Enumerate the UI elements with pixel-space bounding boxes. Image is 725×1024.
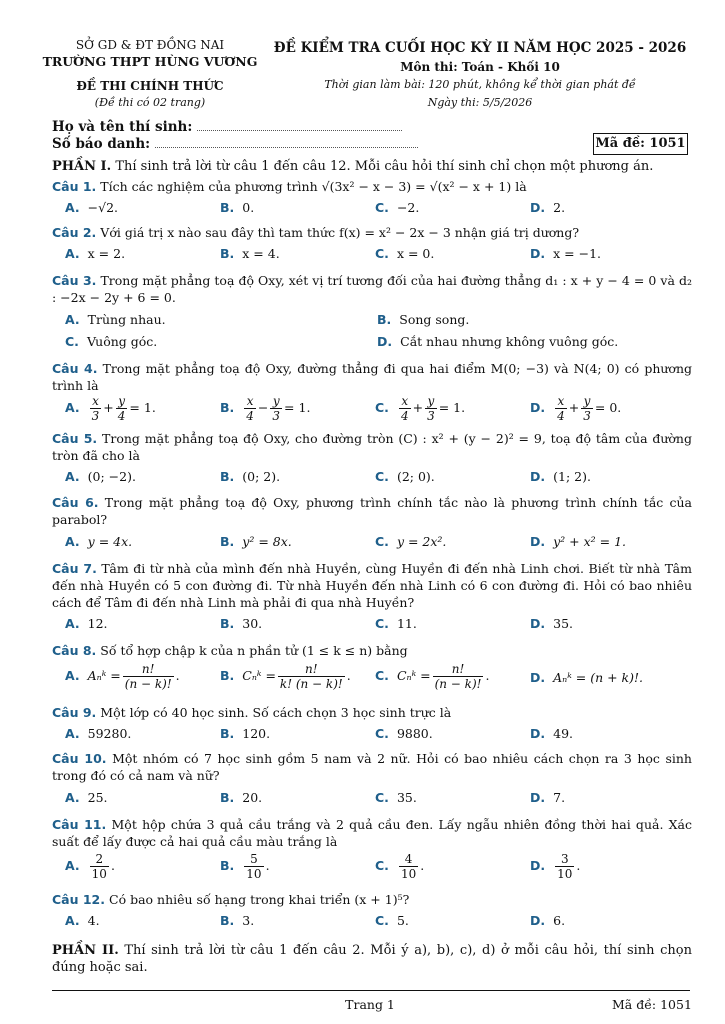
q10-option-b[interactable]: B. 20. [220,790,263,805]
question-1 [52,178,692,195]
question-label: Câu 8. [52,643,97,658]
q5-option-b[interactable]: B. (0; 2). [220,469,281,484]
q11-option-b[interactable]: B. $\frac{5}{10}$ . [220,852,270,881]
question-2 [52,224,692,241]
q11-option-d[interactable]: D. $\frac{3}{10}$ . [530,852,581,881]
school-name: TRƯỜNG THPT HÙNG VƯƠNG [42,54,258,69]
part1-heading [52,158,692,175]
department: SỞ GD & ĐT ĐỒNG NAI [75,38,225,52]
q6-option-a[interactable]: A. y = 4x. [65,534,133,549]
q8-option-c[interactable]: C. Cₙᵏ = $\frac{n!}{(n - k)!}$ . [375,662,490,691]
q6-option-c[interactable]: C. y = 2x². [375,534,447,549]
q1-option-d[interactable]: D. 2. [530,200,566,215]
subject: Môn thi: Toán - Khối 10 [400,60,560,74]
question-label: Câu 2. [52,225,97,240]
name-dotted-line [197,130,402,131]
q4-option-a[interactable]: A. $\frac{x}{3}$ + $\frac{y}{4}$ = 1. [65,394,156,423]
question-text: Có bao nhiêu số hạng trong khai triển (x + 1)⁵? [109,892,410,907]
question-text: Trong mặt phẳng toạ độ Oxy, cho đường tròn (C) : x² + (y − 2)² = 9, toạ độ tâm của đường tròn đã cho là [52,431,692,463]
question-text: Trong mặt phẳng toạ độ Oxy, đường thẳng đi qua hai điểm M(0; −3) và N(4; 0) có phương trình là [52,361,692,393]
q2-option-b[interactable]: B. x = 4. [220,246,280,261]
part1-title: PHẦN I. [52,159,112,174]
question-label: Câu 4. [52,361,98,376]
q9-option-b[interactable]: B. 120. [220,726,271,741]
question-8 [52,642,692,659]
question-text: Trong mặt phẳng toạ độ Oxy, xét vị trí tương đối của hai đường thẳng d₁ : x + y − 4 = 0 và d₂ : −2x − 2y + 6 = 0. [52,273,692,305]
q2-option-c[interactable]: C. x = 0. [375,246,435,261]
page-number: Trang 1 [345,997,395,1012]
question-10 [52,750,692,784]
q3-option-b[interactable]: B. Song song. [377,312,470,327]
question-label: Câu 6. [52,495,99,510]
question-text: Một nhóm có 7 học sinh gồm 5 nam và 2 nữ. Hỏi có bao nhiêu cách chọn ra 3 học sinh trong đó có cả nam và nữ? [52,751,692,783]
id-dotted-line [155,147,418,148]
question-label: Câu 11. [52,817,107,832]
q8-option-a[interactable]: A. Aₙᵏ = $\frac{n!}{(n - k)!}$ . [65,662,180,691]
q11-option-a[interactable]: A. $\frac{2}{10}$ . [65,852,115,881]
candidate-id-field[interactable] [52,136,418,152]
question-label: Câu 10. [52,751,107,766]
q3-option-c[interactable]: C. Vuông góc. [65,334,158,349]
question-4 [52,360,692,394]
q1-option-a[interactable]: A. −√2. [65,200,119,215]
question-text: Tâm đi từ nhà của mình đến nhà Huyền, cùng Huyền đi đến nhà Linh chơi. Biết từ nhà Tâm đến nhà Huyền có 5 con đường đi. Từ nhà Huyền đến nhà Linh có 6 con đường đi. Hỏi có bao nhiêu cách để Tâm đi đến nhà Linh mà phải đi qua nhà Huyền? [52,561,692,610]
q4-option-c[interactable]: C. $\frac{x}{4}$ + $\frac{y}{3}$ = 1. [375,394,466,423]
exam-code-box: Mã đề: 1051 [593,133,688,155]
q8-option-d[interactable]: D. Aₙᵏ = (n + k)!. [530,670,643,685]
q9-option-d[interactable]: D. 49. [530,726,574,741]
question-label: Câu 1. [52,179,97,194]
question-12 [52,891,692,908]
time-limit: Thời gian làm bài: 120 phút, không kể thời gian phát đề [324,78,636,91]
q3-option-d[interactable]: D. Cắt nhau nhưng không vuông góc. [377,334,619,349]
q7-option-c[interactable]: C. 11. [375,616,417,631]
q3-option-a[interactable]: A. Trùng nhau. [65,312,166,327]
candidate-name-field[interactable] [52,119,402,135]
question-3 [52,272,692,306]
q2-option-d[interactable]: D. x = −1. [530,246,601,261]
part1-instruction: Thí sinh trả lời từ câu 1 đến câu 12. Mỗi câu hỏi thí sinh chỉ chọn một phương án. [115,159,654,174]
footer-divider [52,990,690,991]
q10-option-c[interactable]: C. 35. [375,790,417,805]
q5-option-a[interactable]: A. (0; −2). [65,469,136,484]
question-7 [52,560,692,611]
question-text: Một lớp có 40 học sinh. Số cách chọn 3 học sinh trực là [100,705,452,720]
q5-option-c[interactable]: C. (2; 0). [375,469,435,484]
q7-option-a[interactable]: A. 12. [65,616,108,631]
part2-instruction: Thí sinh trả lời từ câu 1 đến câu 2. Mỗi ý a), b), c), d) ở mỗi câu hỏi, thí sinh chọn đúng hoặc sai. [52,943,692,975]
part2-title: PHẦN II. [52,943,119,958]
question-text: Trong mặt phẳng toạ độ Oxy, phương trình chính tắc nào là phương trình chính tắc của parabol? [52,495,692,527]
q11-option-c[interactable]: C. $\frac{4}{10}$ . [375,852,425,881]
q5-option-d[interactable]: D. (1; 2). [530,469,591,484]
footer-exam-code: Mã đề: 1051 [612,997,692,1012]
q7-option-d[interactable]: D. 35. [530,616,574,631]
question-text: Với giá trị x nào sau đây thì tam thức f(x) = x² − 2x − 3 nhận giá trị dương? [100,225,580,240]
q9-option-a[interactable]: A. 59280. [65,726,132,741]
q10-option-d[interactable]: D. 7. [530,790,566,805]
q12-option-d[interactable]: D. 6. [530,913,566,928]
q2-option-a[interactable]: A. x = 2. [65,246,126,261]
q1-option-b[interactable]: B. 0. [220,200,255,215]
question-text: Một hộp chứa 3 quả cầu trắng và 2 quả cầu đen. Lấy ngẫu nhiên đồng thời hai quả. Xác suất để lấy được cả hai quả cầu màu trắng là [52,817,692,849]
q6-option-d[interactable]: D. y² + x² = 1. [530,534,627,549]
q12-option-b[interactable]: B. 3. [220,913,255,928]
question-11 [52,816,692,850]
exam-title: ĐỀ KIỂM TRA CUỐI HỌC KỲ II NĂM HỌC 2025 - 2026 [273,40,687,56]
question-text: Số tổ hợp chập k của n phần tử (1 ≤ k ≤ n) bằng [100,643,408,658]
q12-option-c[interactable]: C. 5. [375,913,409,928]
question-label: Câu 12. [52,892,106,907]
question-9 [52,704,692,721]
part2-heading [52,942,692,976]
question-label: Câu 7. [52,561,97,576]
exam-date: Ngày thi: 5/5/2026 [427,96,533,109]
question-label: Câu 5. [52,431,98,446]
q7-option-b[interactable]: B. 30. [220,616,263,631]
q8-option-b[interactable]: B. Cₙᵏ = $\frac{n!}{k! (n - k)!}$ . [220,662,351,691]
question-label: Câu 9. [52,705,97,720]
q12-option-a[interactable]: A. 4. [65,913,100,928]
q4-option-d[interactable]: D. $\frac{x}{4}$ + $\frac{y}{3}$ = 0. [530,394,622,423]
official-label: ĐỀ THI CHÍNH THỨC [76,79,224,93]
pages-note: (Đề thi có 02 trang) [94,96,206,109]
q1-option-c[interactable]: C. −2. [375,200,420,215]
question-text: Tích các nghiệm của phương trình √(3x² − x − 3) = √(x² − x + 1) là [100,179,527,194]
question-6 [52,494,692,528]
candidate-name-label: Họ và tên thí sinh: [52,119,193,135]
q9-option-c[interactable]: C. 9880. [375,726,433,741]
q6-option-b[interactable]: B. y² = 8x. [220,534,292,549]
q4-option-b[interactable]: B. $\frac{x}{4}$ − $\frac{y}{3}$ = 1. [220,394,311,423]
question-5 [52,430,692,464]
question-label: Câu 3. [52,273,97,288]
q10-option-a[interactable]: A. 25. [65,790,108,805]
candidate-id-label: Số báo danh: [52,136,151,152]
